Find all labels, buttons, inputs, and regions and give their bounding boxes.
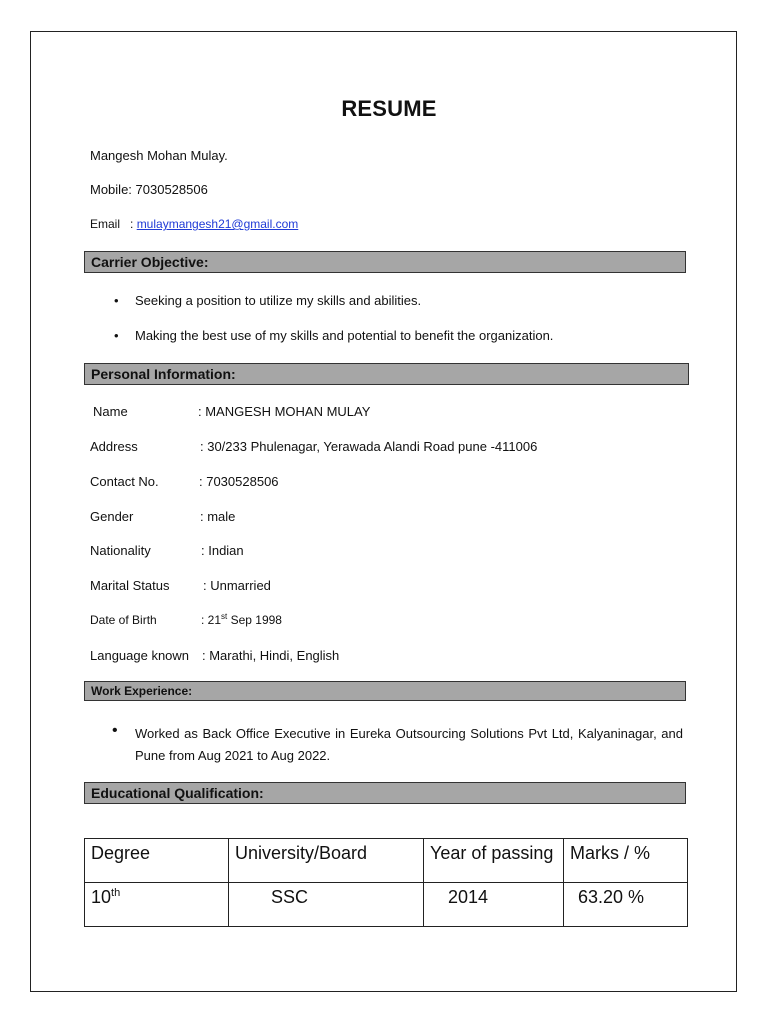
personal-value-language: : Marathi, Hindi, English bbox=[202, 648, 340, 663]
personal-label-nationality: Nationality bbox=[90, 543, 151, 558]
email-link[interactable]: mulaymangesh21@gmail.com bbox=[136, 217, 299, 231]
email-label: Email : bbox=[90, 217, 137, 231]
cell-year: 2014 bbox=[424, 883, 564, 927]
personal-label-language: Language known bbox=[90, 648, 190, 663]
personal-value-contact: : 7030528506 bbox=[199, 474, 279, 489]
personal-info-heading: Personal Information: bbox=[84, 363, 689, 385]
personal-label-name: Name bbox=[93, 404, 128, 419]
table-header-row bbox=[85, 839, 688, 883]
objective-item-text: Making the best use of my skills and potential to benefit the organization. bbox=[135, 328, 554, 343]
cell-degree: 10th bbox=[85, 883, 229, 927]
personal-label-marital: Marital Status bbox=[90, 578, 170, 593]
work-experience-heading: Work Experience: bbox=[84, 681, 686, 701]
table-row bbox=[85, 883, 688, 927]
objective-heading: Carrier Objective: bbox=[84, 251, 686, 273]
resume-title: RESUME bbox=[341, 96, 437, 121]
education-heading: Educational Qualification: bbox=[84, 782, 686, 804]
personal-value-nationality: : Indian bbox=[201, 543, 244, 558]
bullet-icon: • bbox=[112, 722, 118, 739]
personal-value-name: : MANGESH MOHAN MULAY bbox=[198, 404, 371, 419]
column-header-year: Year of passing bbox=[424, 839, 564, 883]
personal-label-address: Address bbox=[90, 439, 138, 454]
education-table bbox=[84, 838, 688, 927]
column-header-marks: Marks / % bbox=[564, 839, 688, 883]
personal-label-gender: Gender bbox=[90, 509, 134, 524]
email-line bbox=[90, 217, 298, 231]
objective-item-text: Seeking a position to utilize my skills and abilities. bbox=[135, 293, 422, 308]
objective-item bbox=[114, 293, 422, 308]
personal-value-address: : 30/233 Phulenagar, Yerawada Alandi Road pune -411006 bbox=[200, 439, 538, 454]
cell-board: SSC bbox=[229, 883, 424, 927]
cell-marks: 63.20 % bbox=[564, 883, 688, 927]
column-header-board: University/Board bbox=[229, 839, 424, 883]
column-header-degree: Degree bbox=[85, 839, 229, 883]
personal-label-contact: Contact No. bbox=[90, 474, 159, 489]
personal-value-dob: : 21st Sep 1998 bbox=[201, 612, 282, 627]
mobile-line: Mobile: 7030528506 bbox=[90, 182, 208, 197]
objective-item bbox=[114, 328, 554, 343]
bullet-icon: • bbox=[114, 328, 119, 343]
personal-value-gender: : male bbox=[200, 509, 236, 524]
personal-value-marital: : Unmarried bbox=[203, 578, 271, 593]
bullet-icon: • bbox=[114, 293, 119, 308]
personal-label-dob: Date of Birth bbox=[90, 613, 157, 627]
work-experience-item: Worked as Back Office Executive in Eureka Outsourcing Solutions Pvt Ltd, Kalyaninagar, and Pune from Aug 2021 to Aug 2022. bbox=[135, 726, 683, 763]
candidate-name: Mangesh Mohan Mulay. bbox=[90, 148, 228, 163]
